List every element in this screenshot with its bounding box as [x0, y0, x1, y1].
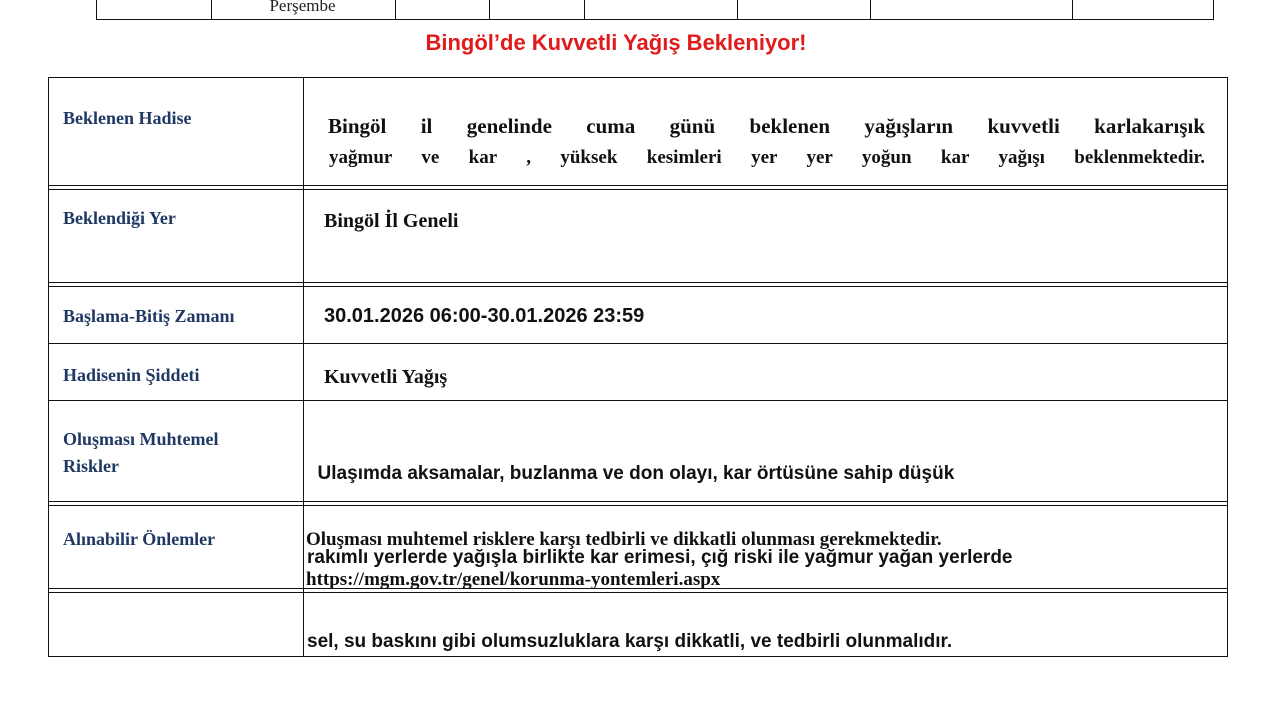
row-divider [48, 282, 1228, 287]
onlemler-line-1: Oluşması muhtemel risklere karşı tedbirli ve dikkatli olunması gerekmektedir. [306, 529, 942, 550]
top-table-divider [870, 0, 871, 19]
label-olusmasi-muhtemel-riskler [63, 426, 219, 480]
label-alinabilir-onlemler: Alınabilir Önlemler [63, 529, 216, 549]
hadise-line-2: yağmur ve kar , yüksek kesimleri yer yer yoğun kar yağışı beklenmektedir. [329, 147, 1205, 168]
top-table-divider [737, 0, 738, 19]
value-beklenen-hadise [328, 111, 1205, 173]
value-beklendigi-yer: Bingöl İl Geneli [324, 210, 459, 232]
top-table-divider [1072, 0, 1073, 19]
top-table-divider [489, 0, 490, 19]
value-hadisenin-siddeti: Kuvvetli Yağış [324, 366, 448, 388]
hadise-line-1: Bingöl il genelinde cuma günü beklenen yağışların kuvvetli karlakarışık [328, 114, 1205, 138]
row-divider [48, 400, 1228, 401]
label-beklenen-hadise: Beklenen Hadise [63, 108, 192, 128]
top-table-divider [584, 0, 585, 19]
headline: Bingöl’de Kuvvetli Yağış Bekleniyor! [425, 30, 807, 55]
value-alinabilir-onlemler [306, 520, 942, 600]
label-hadisenin-siddeti: Hadisenin Şiddeti [63, 365, 200, 385]
top-table-day-cell: Perşembe [269, 0, 336, 15]
table-column-divider [303, 77, 304, 657]
riskler-line-2: rakımlı yerlerde yağışla birlikte kar erimesi, çığ riski ile yağmur yağan yerlerde [307, 547, 1013, 568]
row-divider [48, 185, 1228, 190]
top-table-divider [395, 0, 396, 19]
warning-table [48, 77, 1228, 657]
onlemler-link[interactable]: https://mgm.gov.tr/genel/korunma-yontemleri.aspx [306, 569, 721, 590]
label-baslama-bitis-zamani: Başlama-Bitiş Zamanı [63, 306, 235, 326]
riskler-line-3: sel, su baskını gibi olumsuzluklara karşı dikkatli, ve tedbirli olunmalıdır. [307, 631, 953, 652]
riskler-label-line-1: Oluşması Muhtemel [63, 429, 219, 449]
value-baslama-bitis-zamani: 30.01.2026 06:00-30.01.2026 23:59 [324, 305, 645, 327]
row-divider [48, 343, 1228, 344]
riskler-label-line-2: Riskler [63, 456, 119, 476]
riskler-line-1: Ulaşımda aksamalar, buzlanma ve don olayı, kar örtüsüne sahip düşük [307, 463, 955, 484]
label-beklendigi-yer: Beklendiği Yer [63, 208, 176, 228]
